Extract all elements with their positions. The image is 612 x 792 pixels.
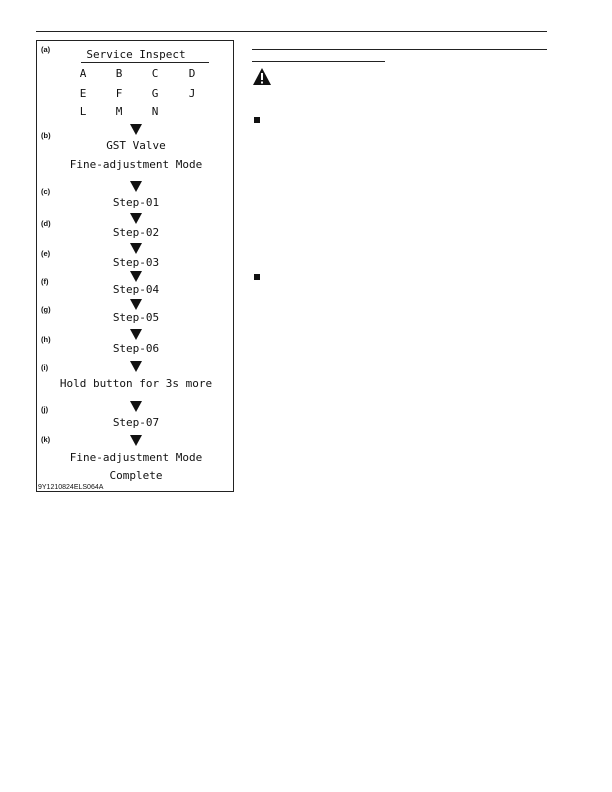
down-arrow-icon xyxy=(130,271,142,282)
down-arrow-icon xyxy=(130,299,142,310)
down-arrow-icon xyxy=(130,401,142,412)
letter-n: N xyxy=(151,105,159,118)
figure-panel xyxy=(36,40,234,492)
letter-d: D xyxy=(188,67,196,80)
label-i: (i) xyxy=(41,363,49,372)
letter-g: G xyxy=(151,87,159,100)
label-g: (g) xyxy=(41,305,51,314)
service-inspect-title: Service Inspect xyxy=(86,48,186,61)
gst-valve-text: GST Valve xyxy=(106,139,166,152)
label-h: (h) xyxy=(41,335,51,344)
right-rule-long xyxy=(252,49,547,50)
down-arrow-icon xyxy=(130,213,142,224)
label-c: (c) xyxy=(41,187,51,196)
down-arrow-icon xyxy=(130,124,142,135)
letter-b: B xyxy=(115,67,123,80)
down-arrow-icon xyxy=(130,181,142,192)
label-a: (a) xyxy=(41,45,51,54)
label-j: (j) xyxy=(41,405,49,414)
hold-button-text: Hold button for 3s more xyxy=(59,377,213,390)
label-b: (b) xyxy=(41,131,51,140)
down-arrow-icon xyxy=(130,435,142,446)
label-e: (e) xyxy=(41,249,51,258)
complete-text: Complete xyxy=(109,469,163,482)
step-01-text: Step-01 xyxy=(112,196,160,209)
step-05-text: Step-05 xyxy=(112,311,160,324)
down-arrow-icon xyxy=(130,329,142,340)
letter-a: A xyxy=(79,67,87,80)
warning-icon xyxy=(252,67,272,87)
fine-adjustment-mode-text: Fine-adjustment Mode xyxy=(69,158,203,171)
figure-code: 9Y1210824ELS064A xyxy=(38,484,104,491)
bullet-square-icon xyxy=(254,274,260,280)
label-k: (k) xyxy=(41,435,51,444)
step-07-text: Step-07 xyxy=(112,416,160,429)
down-arrow-icon xyxy=(130,243,142,254)
header-rule xyxy=(36,31,547,32)
step-02-text: Step-02 xyxy=(112,226,160,239)
step-03-text: Step-03 xyxy=(112,256,160,269)
step-04-text: Step-04 xyxy=(112,283,160,296)
letter-f: F xyxy=(115,87,123,100)
fine-adjustment-complete-text: Fine-adjustment Mode xyxy=(69,451,203,464)
down-arrow-icon xyxy=(130,361,142,372)
right-rule-short xyxy=(252,61,385,62)
letter-j: J xyxy=(188,87,196,100)
title-underline xyxy=(81,62,209,63)
letter-c: C xyxy=(151,67,159,80)
letter-l: L xyxy=(79,105,87,118)
step-06-text: Step-06 xyxy=(112,342,160,355)
label-f: (f) xyxy=(41,277,49,286)
letter-e: E xyxy=(79,87,87,100)
letter-m: M xyxy=(115,105,123,118)
label-d: (d) xyxy=(41,219,51,228)
bullet-square-icon xyxy=(254,117,260,123)
